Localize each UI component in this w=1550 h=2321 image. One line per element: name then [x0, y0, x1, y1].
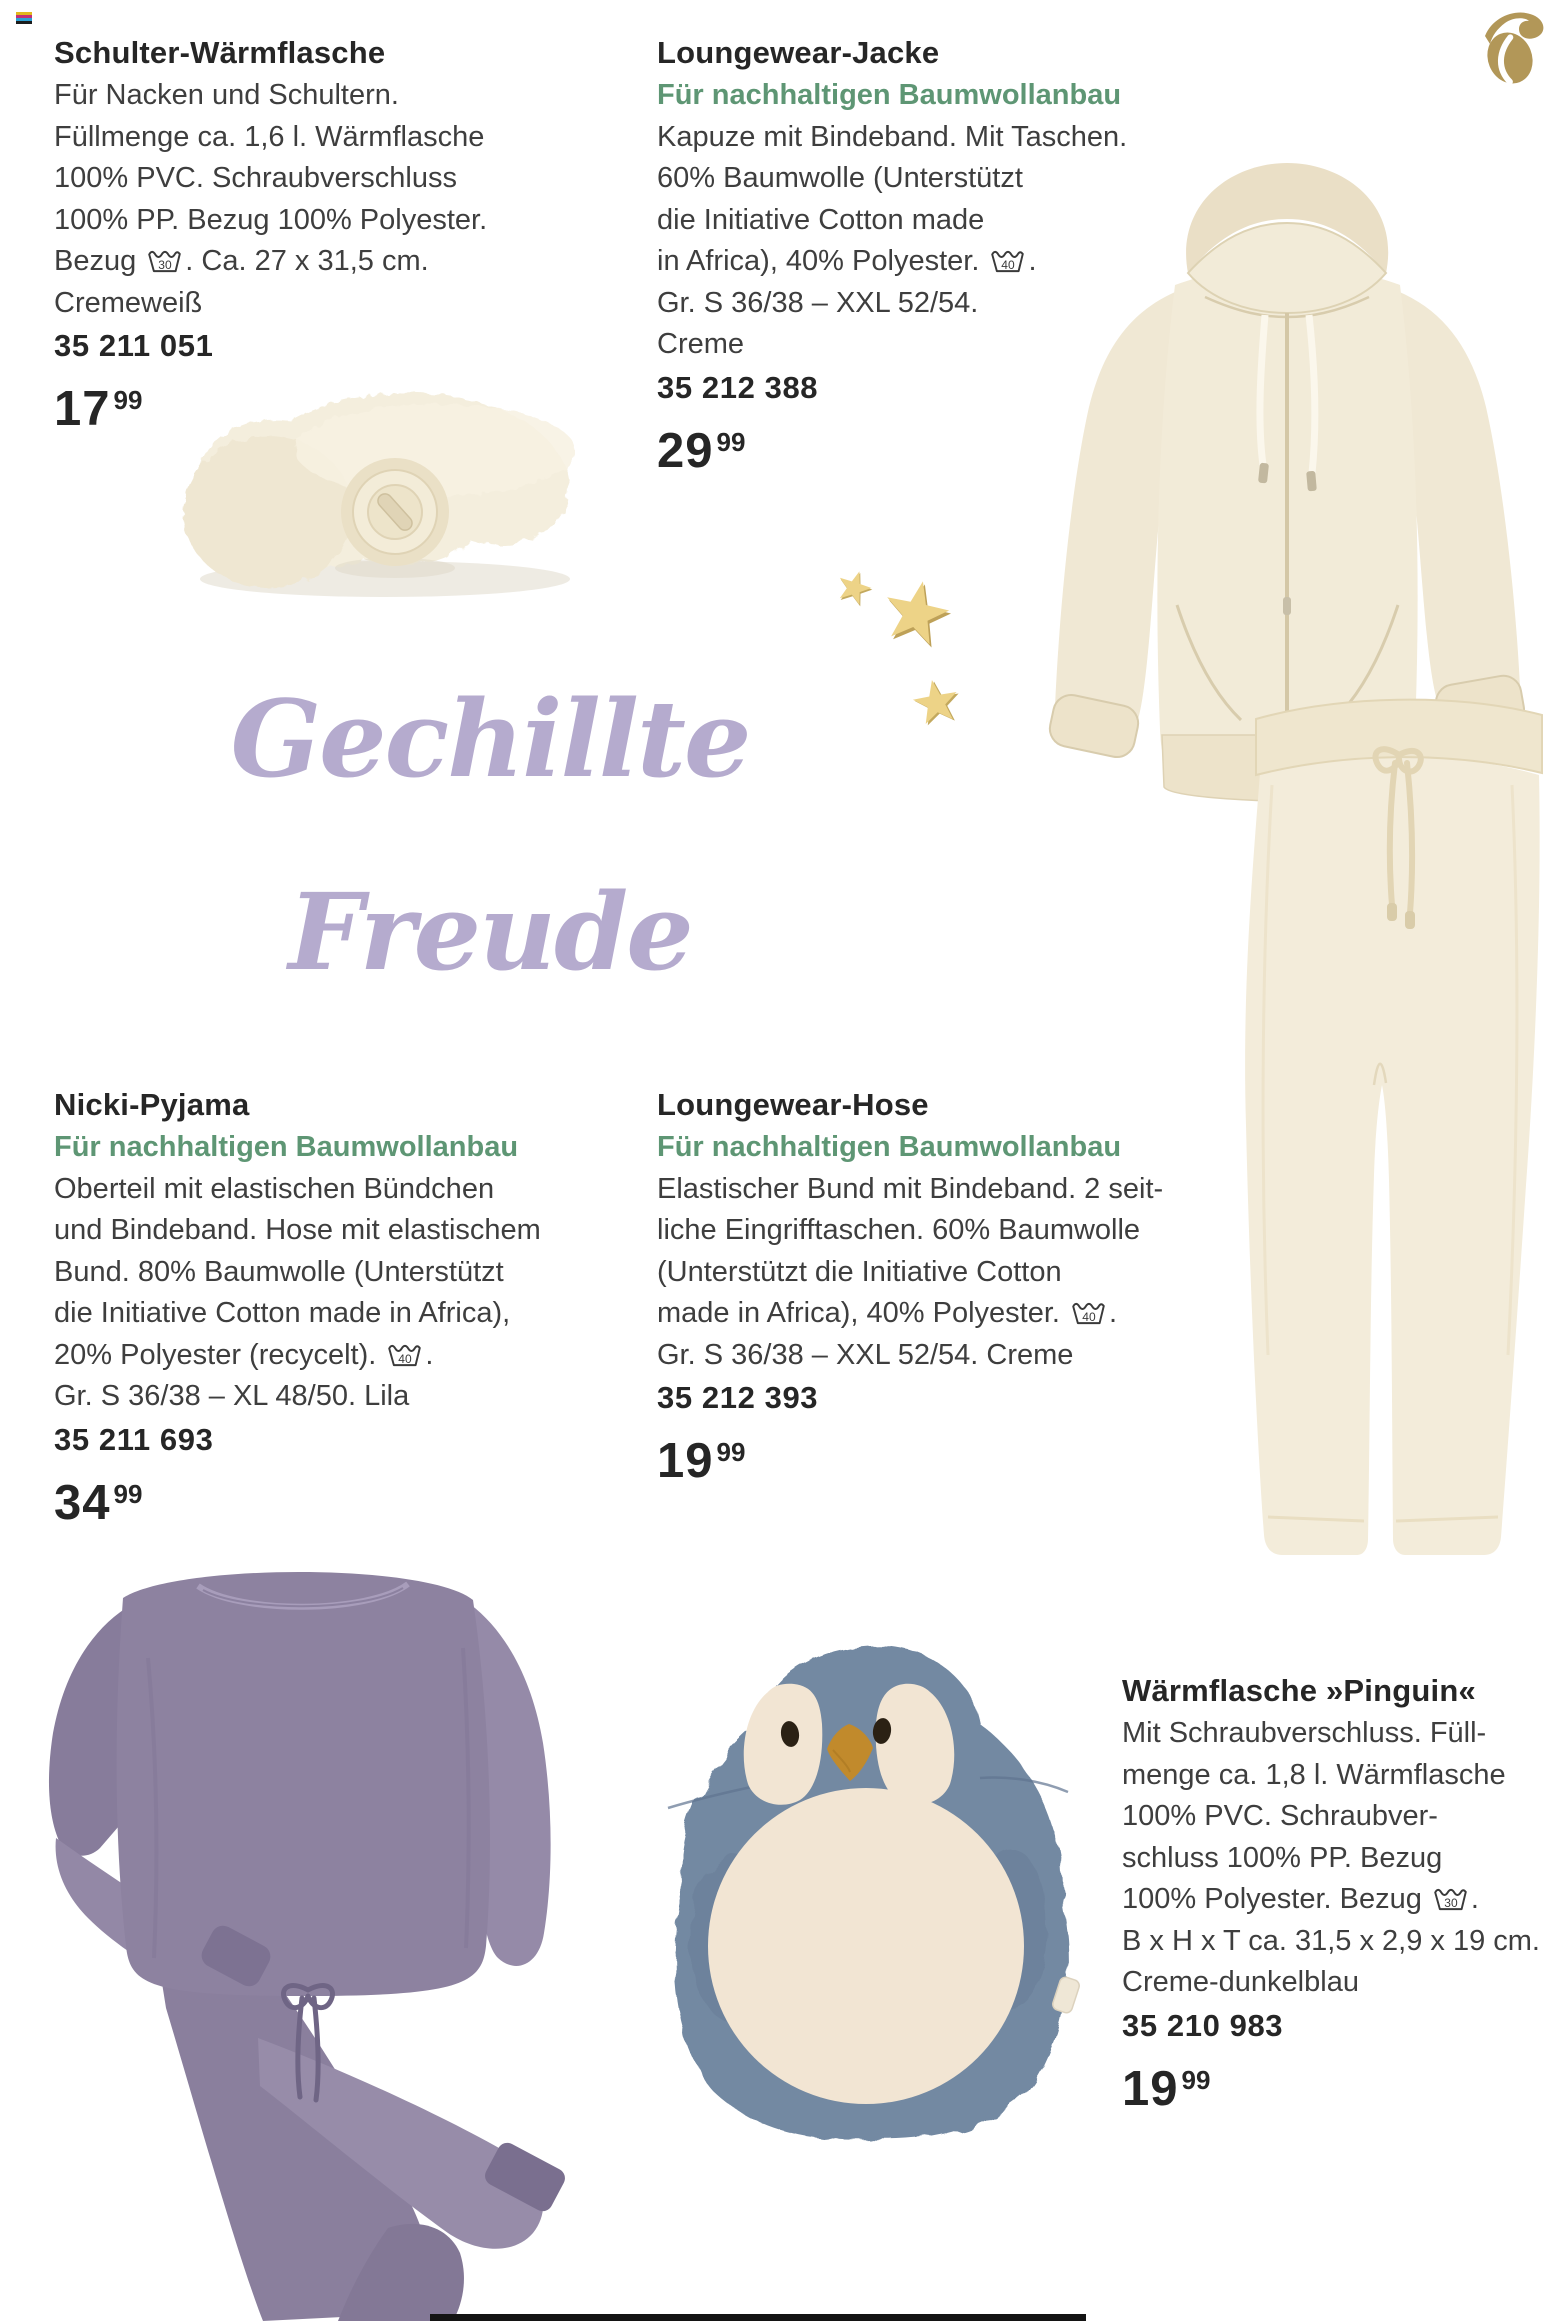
- product-title: Loungewear-Hose: [657, 1087, 929, 1122]
- desc-text: Bezug: [54, 245, 145, 277]
- price-cents: 99: [113, 1478, 143, 1509]
- desc-text: 100% Polyester. Bezug: [1122, 1883, 1430, 1915]
- wash-30-icon: [1432, 1884, 1469, 1912]
- desc-text: .: [425, 1338, 434, 1371]
- article-number: 35 212 388: [657, 369, 819, 405]
- product-title: Loungewear-Jacke: [657, 35, 940, 70]
- headline-line2: Freude: [288, 869, 692, 994]
- wash-temp: 40: [398, 1351, 413, 1366]
- brand-bean-logo-icon: [1477, 6, 1547, 86]
- product-desc-line: Für Nacken und Schultern.: [54, 79, 399, 111]
- star-small2-icon: [908, 675, 964, 731]
- desc-text: . Ca. 27 x 31,5 cm.: [185, 245, 429, 277]
- article-number: 35 212 393: [657, 1380, 819, 1415]
- star-small-icon: [833, 567, 875, 609]
- price-integer: 34: [54, 1475, 111, 1530]
- price: [54, 1475, 654, 1531]
- product-color-line: Cremeweiß: [54, 286, 203, 319]
- desc-text: .: [1028, 245, 1037, 277]
- loungewear-pants-photo: [1212, 655, 1550, 1590]
- product-title: Wärmflasche »Pinguin«: [1122, 1673, 1476, 1708]
- article-number: 35 211 051: [54, 328, 214, 363]
- product-desc-line: 100% PVC. Schraubverschluss: [54, 162, 457, 194]
- product-title: Schulter-Wärmflasche: [54, 35, 386, 70]
- product-block-nicki-pyjama: [54, 1082, 654, 1531]
- eco-claim-line: Für nachhaltigen Baumwollanbau: [657, 79, 1122, 111]
- star-medium-icon: [876, 574, 956, 654]
- desc-text: 20% Polyester (recycelt).: [54, 1338, 385, 1371]
- price-cents: 99: [716, 1437, 746, 1467]
- product-desc-line: Mit Schraubverschluss. Füll-: [1122, 1717, 1487, 1749]
- headline-line1: Gechillte: [230, 676, 750, 801]
- product-desc-line-with-icon: [54, 1335, 654, 1377]
- product-desc-line-with-icon: [657, 1293, 1237, 1335]
- article-number: 35 211 693: [54, 1421, 214, 1457]
- product-desc-line: Kapuze mit Bindeband. Mit Taschen.: [657, 120, 1128, 153]
- desc-text: made in Africa), 40% Polyester.: [657, 1297, 1069, 1329]
- price-cents: 99: [716, 426, 746, 457]
- wash-temp: 30: [158, 257, 172, 272]
- product-desc-line: Oberteil mit elastischen Bündchen: [54, 1172, 495, 1205]
- price: [657, 1433, 1237, 1489]
- product-desc-line-with-icon: [1122, 1879, 1546, 1921]
- wash-temp: 40: [1082, 1309, 1096, 1324]
- product-size-line: Gr. S 36/38 – XL 48/50. Lila: [54, 1380, 410, 1412]
- product-desc-line: schluss 100% PP. Bezug: [1122, 1841, 1443, 1874]
- product-size-line: B x H x T ca. 31,5 x 2,9 x 19 cm.: [1122, 1924, 1540, 1957]
- price-integer: 17: [54, 382, 111, 436]
- product-desc-line: menge ca. 1,8 l. Wärmflasche: [1122, 1758, 1506, 1791]
- product-desc-line: liche Eingrifftaschen. 60% Baumwolle: [657, 1214, 1141, 1246]
- product-desc-line-with-icon: [657, 241, 1217, 283]
- page-bottom-edge: [430, 2314, 1086, 2321]
- wash-30-icon: [146, 246, 183, 274]
- eco-claim-line: Für nachhaltigen Baumwollanbau: [54, 1131, 519, 1163]
- price: [54, 381, 654, 437]
- product-block-loungewear-jacke: [657, 30, 1217, 479]
- wash-40-icon: [989, 246, 1026, 274]
- product-desc-line: 100% PVC. Schraubver-: [1122, 1800, 1438, 1832]
- product-desc-line: 100% PP. Bezug 100% Polyester.: [54, 203, 488, 236]
- wash-temp: 40: [1001, 257, 1016, 272]
- wash-40-icon: [1070, 1298, 1107, 1326]
- product-desc-line: die Initiative Cotton made in Africa),: [54, 1297, 511, 1329]
- price-cents: 99: [1181, 2064, 1211, 2095]
- product-desc-line: (Unterstützt die Initiative Cotton: [657, 1255, 1062, 1288]
- product-desc-line: die Initiative Cotton made: [657, 203, 985, 236]
- desc-text: in Africa), 40% Polyester.: [657, 245, 988, 277]
- product-color-line: Creme: [657, 328, 745, 360]
- price: [1122, 2061, 1546, 2117]
- wash-40-icon: [386, 1340, 423, 1368]
- desc-text: .: [1470, 1883, 1479, 1915]
- product-color-line: Creme-dunkelblau: [1122, 1966, 1359, 1998]
- penguin-hot-water-bottle-photo: [628, 1628, 1112, 2152]
- product-desc-line-with-icon: [54, 241, 654, 283]
- price: [657, 423, 1217, 479]
- product-size-line: Gr. S 36/38 – XXL 52/54. Creme: [657, 1338, 1074, 1371]
- product-size-line: Gr. S 36/38 – XXL 52/54.: [657, 286, 979, 319]
- desc-text: .: [1109, 1297, 1118, 1329]
- product-desc-line: Bund. 80% Baumwolle (Unterstützt: [54, 1255, 504, 1288]
- nicki-pyjama-photo: [8, 1538, 608, 2321]
- wash-temp: 30: [1444, 1895, 1458, 1910]
- reg-bar-black: [16, 21, 32, 24]
- price-integer: 19: [1122, 2061, 1179, 2116]
- product-block-schulter-waermflasche: [54, 30, 654, 437]
- product-block-waermflasche-pinguin: [1122, 1668, 1546, 2117]
- price-cents: 99: [113, 385, 143, 415]
- price-integer: 29: [657, 423, 714, 478]
- product-desc-line: 60% Baumwolle (Unterstützt: [657, 162, 1023, 194]
- product-desc-line: und Bindeband. Hose mit elastischem: [54, 1214, 541, 1246]
- product-desc-line: Elastischer Bund mit Bindeband. 2 seit-: [657, 1172, 1164, 1205]
- eco-claim-line: Für nachhaltigen Baumwollanbau: [657, 1131, 1122, 1163]
- product-desc-line: Füllmenge ca. 1,6 l. Wärmflasche: [54, 120, 485, 153]
- article-number: 35 210 983: [1122, 2007, 1284, 2043]
- product-block-loungewear-hose: [657, 1082, 1237, 1489]
- price-integer: 19: [657, 1434, 714, 1488]
- script-headline: [185, 640, 795, 1026]
- print-registration-mark: [16, 12, 32, 25]
- product-title: Nicki-Pyjama: [54, 1087, 250, 1122]
